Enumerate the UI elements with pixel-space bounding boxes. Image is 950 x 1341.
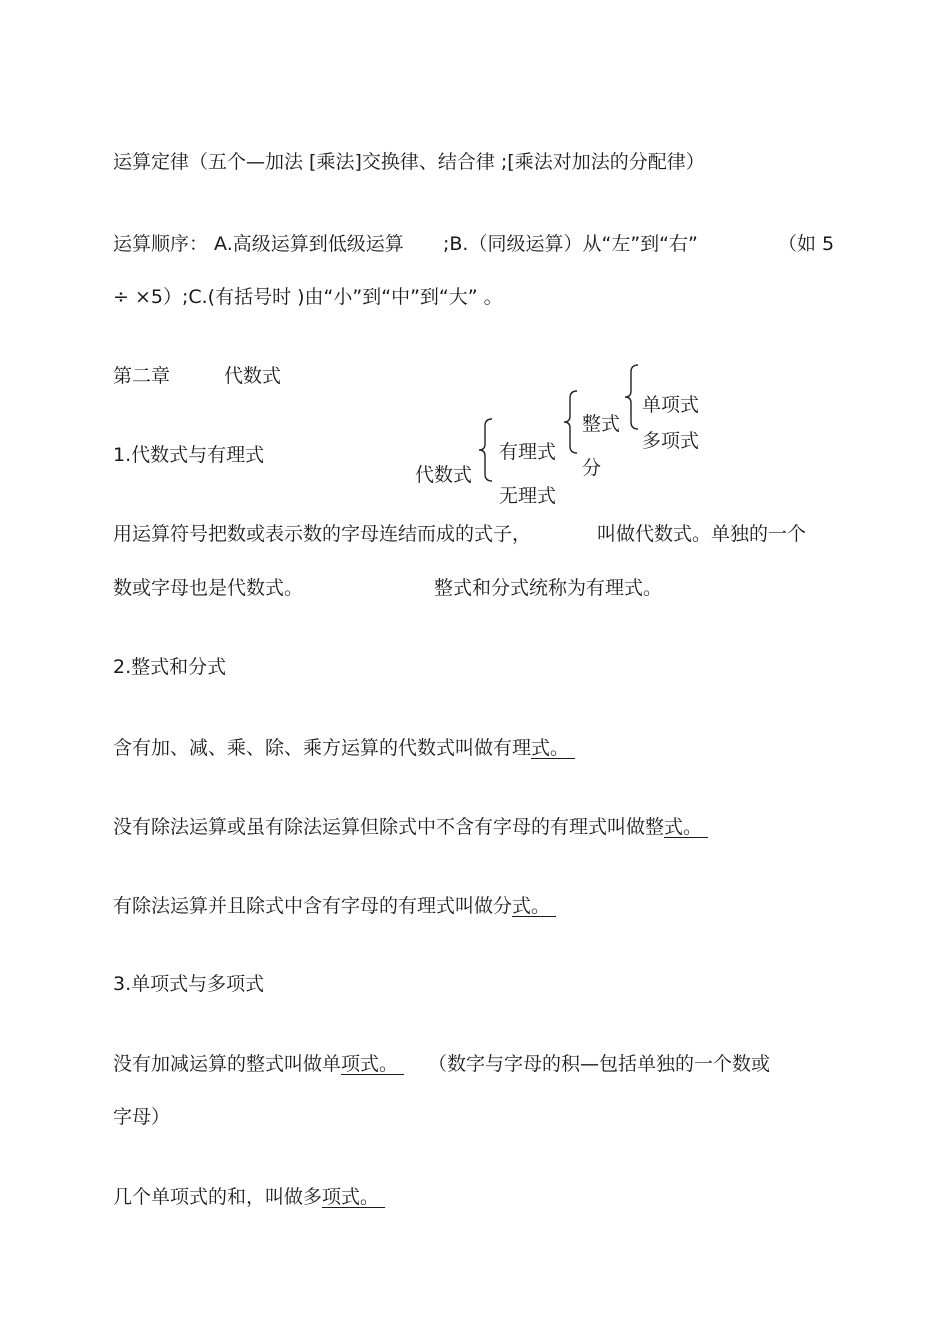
tree-irrational-label: 无理式 (499, 485, 557, 507)
tree-polynomial-label: 多项式 (642, 430, 700, 452)
order-line-1-a: 运算顺序： A.高级运算到低级运算 (113, 233, 404, 255)
paragraph-integral-text: 没有除法运算或虽有除法运算但除式中不含有字母的有理式叫做整 (113, 816, 665, 838)
paragraph-fraction (113, 894, 574, 918)
paragraph-polynomial-text: 几个单项式的和，叫做多 (113, 1186, 323, 1208)
paragraph-monomial-continued: 字母） (113, 1106, 171, 1128)
paragraph-polynomial-term: 项式。 (322, 1186, 380, 1208)
paragraph-rational-text: 含有加、减、乘、除、乘方运算的代数式叫做有理 (113, 737, 532, 759)
paragraph-monomial-note: （数字与字母的积—包括单独的一个数或 (428, 1053, 771, 1075)
brace-root (478, 418, 498, 482)
brace-integral (624, 364, 644, 430)
blank-underline (379, 1185, 387, 1209)
paragraph-fraction-term: 式。 (512, 895, 551, 917)
tree-rational-label: 有理式 (499, 441, 557, 463)
paragraph-rational-term: 式。 (531, 737, 570, 759)
section-1-title: 1.代数式与有理式 (113, 444, 265, 466)
definition-1-d: 整式和分式统称为有理式。 (434, 577, 663, 599)
tree-root-label: 代数式 (415, 464, 473, 486)
paragraph-monomial (113, 1052, 770, 1076)
order-line-1-b: ;B.（同级运算）从“左”到“右” (443, 233, 698, 255)
tree-monomial-label: 单项式 (642, 394, 700, 416)
section-3-title: 3.单项式与多项式 (113, 973, 265, 995)
definition-1-c: 数或字母也是代数式。 (113, 577, 304, 599)
section-2-title: 2.整式和分式 (113, 656, 227, 678)
blank-underline (569, 736, 593, 760)
chapter-title: 代数式 (224, 365, 282, 387)
tree-integral-label: 整式 (582, 413, 621, 435)
tree-fraction-label: 分 (582, 457, 602, 479)
rules-line: 运算定律（五个—加法 [乘法]交换律、结合律 ;[乘法对加法的分配律） (113, 151, 705, 173)
blank-underline (702, 815, 726, 839)
paragraph-rational (113, 736, 593, 760)
paragraph-integral (113, 815, 726, 839)
blank-underline (550, 894, 574, 918)
paragraph-integral-term: 式。 (664, 816, 703, 838)
brace-rational (563, 390, 583, 454)
chapter-number: 第二章 (113, 365, 171, 387)
paragraph-fraction-text: 有除法运算并且除式中含有字母的有理式叫做分 (113, 895, 513, 917)
order-line-2: ÷ ×5）;C.(有括号时 )由“小”到“中”到“大” 。 (113, 286, 503, 308)
paragraph-monomial-term: 项式。 (341, 1053, 399, 1075)
definition-1-a: 用运算符号把数或表示数的字母连结而成的式子， (113, 523, 532, 545)
blank-underline (398, 1052, 406, 1076)
order-line-1-c: （如 5 (778, 233, 835, 255)
definition-1-b: 叫做代数式。单独的一个 (597, 523, 807, 545)
paragraph-polynomial (113, 1185, 387, 1209)
paragraph-monomial-text: 没有加减运算的整式叫做单 (113, 1053, 342, 1075)
